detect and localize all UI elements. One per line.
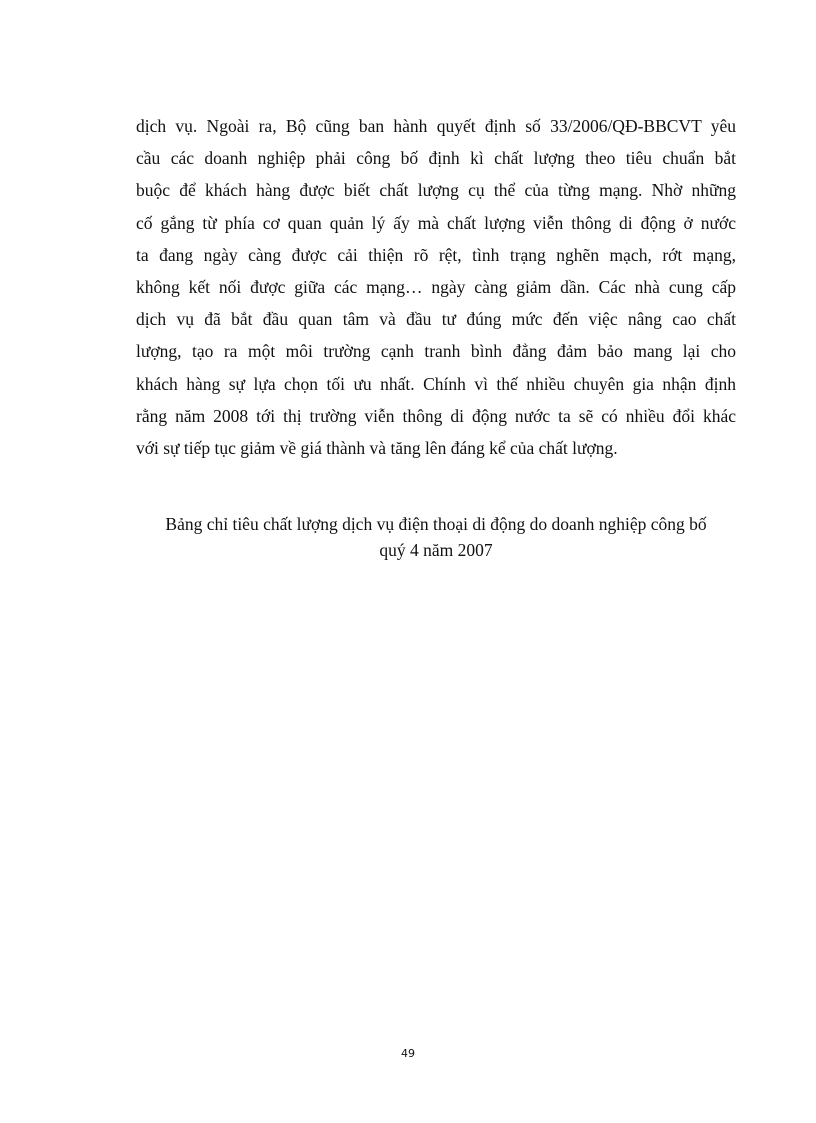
paragraph-line: không kết nối được giữa các mạng… ngày càng giảm dần. Các nhà cung cấp: [136, 277, 736, 298]
paragraph-line: buộc để khách hàng được biết chất lượng cụ thể của từng mạng. Nhờ những: [136, 180, 736, 201]
paragraph-line: khách hàng sự lựa chọn tối ưu nhất. Chính vì thế nhiều chuyên gia nhận định: [136, 373, 736, 394]
body-paragraph: [136, 110, 736, 464]
paragraph-line: với sự tiếp tục giảm về giá thành và tăng lên đáng kể của chất lượng.: [136, 438, 618, 459]
paragraph-line: cầu các doanh nghiệp phải công bố định kì chất lượng theo tiêu chuẩn bắt: [136, 148, 736, 169]
paragraph-line: dịch vụ đã bắt đầu quan tâm và đầu tư đúng mức đến việc nâng cao chất: [136, 309, 736, 330]
table-caption: [120, 511, 752, 563]
table-caption-line-1: Bảng chỉ tiêu chất lượng dịch vụ điện thoại di động do doanh nghiệp công bố: [165, 514, 707, 534]
table-caption-line-2: quý 4 năm 2007: [379, 540, 493, 560]
paragraph-line: dịch vụ. Ngoài ra, Bộ cũng ban hành quyết định số 33/2006/QĐ-BBCVT yêu: [136, 116, 736, 136]
page-number: 49: [401, 1047, 415, 1060]
paragraph-line: lượng, tạo ra một môi trường cạnh tranh bình đẳng đảm bảo mang lại cho: [136, 341, 736, 362]
paragraph-line: cố gắng từ phía cơ quan quản lý ấy mà chất lượng viễn thông di động ở nước: [136, 212, 736, 233]
paragraph-line: ta đang ngày càng được cải thiện rõ rệt, tình trạng nghẽn mạch, rớt mạng,: [136, 244, 736, 265]
paragraph-line: rằng năm 2008 tới thị trường viễn thông di động nước ta sẽ có nhiều đổi khác: [136, 405, 736, 426]
